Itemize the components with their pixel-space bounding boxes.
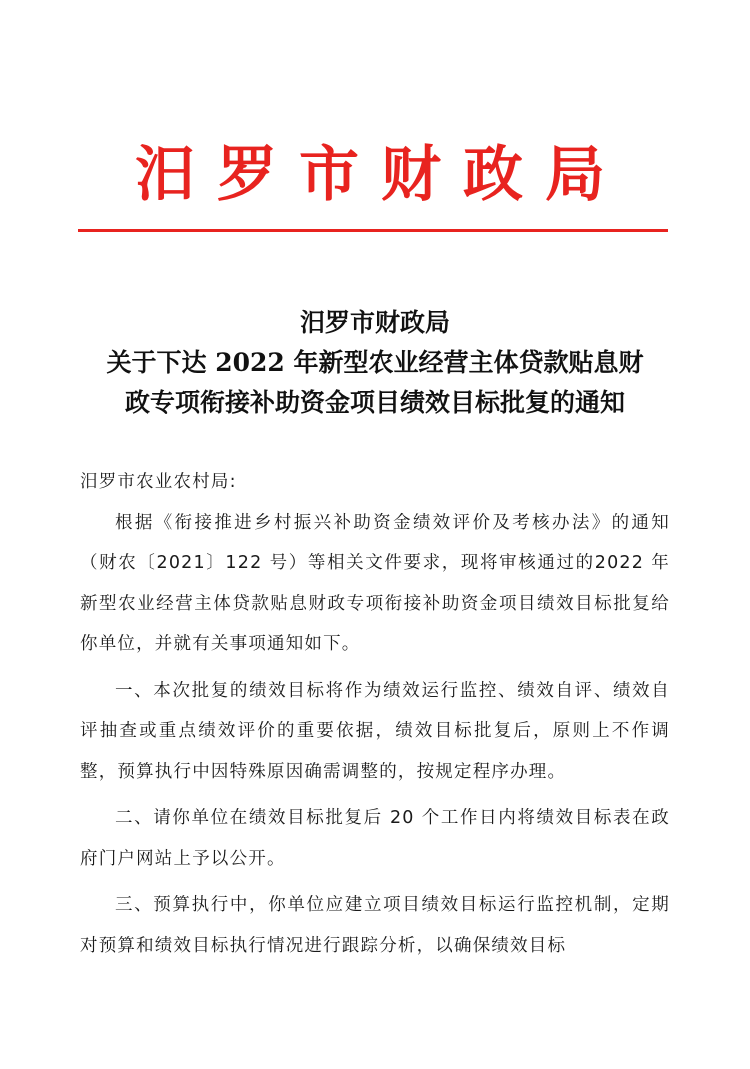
- title-issuer: 汨罗市财政局: [299, 308, 450, 337]
- paragraph-item-1: 一、本次批复的绩效目标将作为绩效运行监控、绩效自评、绩效自评抽查或重点绩效评价的重要依据，绩效目标批复后，原则上不作调整，预算执行中因特殊原因确需调整的，按规定程序办理。: [80, 680, 670, 782]
- letterhead-red-rule: [78, 229, 668, 232]
- title-line-2: 关于下达 2022 年新型农业经营主体贷款贴息财: [106, 348, 644, 377]
- document-body: [80, 462, 670, 966]
- paragraph-item-3: 三、预算执行中，你单位应建立项目绩效目标运行监控机制，定期对预算和绩效目标执行情况进行跟踪分析，以确保绩效目标: [80, 895, 670, 956]
- paragraph-item-2: 二、请你单位在绩效目标批复后 20 个工作日内将绩效目标表在政府门户网站上予以公开。: [80, 808, 670, 869]
- document-title: [60, 303, 690, 423]
- title-line-3: 政专项衔接补助资金项目绩效目标批复的通知: [124, 388, 625, 417]
- letterhead-title: 汨罗市财政局: [135, 140, 627, 210]
- paragraph-intro: 根据《衔接推进乡村振兴补助资金绩效评价及考核办法》的通知（财农〔2021〕122 号）等相关文件要求，现将审核通过的2022 年新型农业经营主体贷款贴息财政专项衔接补助资金项目绩效目标批复给你单位，并就有关事项通知如下。: [80, 512, 670, 654]
- salutation: 汨罗市农业农村局:: [80, 472, 237, 492]
